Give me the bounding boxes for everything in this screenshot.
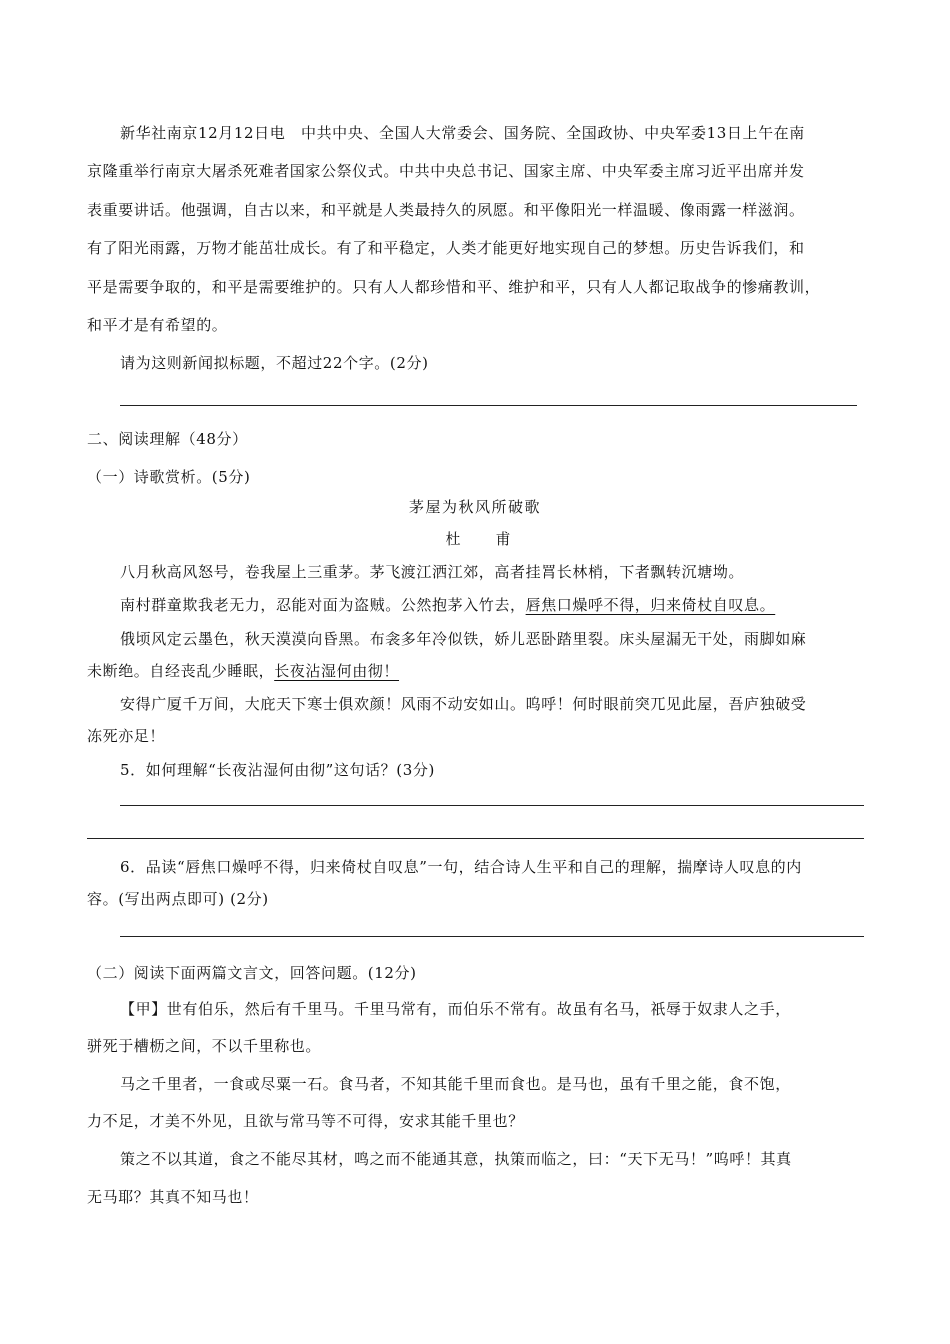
question-5: 5．如何理解“长夜沾湿何由彻”这句话？(3分) (120, 761, 435, 779)
news-line-4: 有了阳光雨露，万物才能茁壮成长。有了和平稳定，人类才能更好地实现自己的梦想。历史告诉我们，和 (87, 239, 805, 257)
answer-line-q5-2[interactable] (87, 838, 864, 839)
question-6-line-1: 6．品读“唇焦口燥呼不得，归来倚杖自叹息”一句，结合诗人生平和自己的理解，揣摩诗人叹息的内 (120, 858, 802, 876)
poem-section-heading: （一）诗歌赏析。(5分) (87, 468, 251, 486)
passage-jia-line-6: 无马耶？其真不知马也！ (87, 1188, 259, 1206)
poem-stanza-3-line-2 (87, 660, 399, 681)
passage-jia-line-4: 力不足，才美不外见，且欲与常马等不可得，安求其能千里也？ (87, 1112, 524, 1130)
poem-stanza-2-text: 南村群童欺我老无力，忍能对面为盗贼。公然抱茅入竹去， (120, 596, 526, 614)
poem-title: 茅屋为秋风所破歌 (408, 498, 541, 516)
poem-stanza-4-line-2: 冻死亦足！ (87, 727, 166, 745)
news-line-2: 京隆重举行南京大屠杀死难者国家公祭仪式。中共中央总书记、国家主席、中央军委主席习近平出席并发 (87, 162, 805, 180)
classical-section-heading: （二）阅读下面两篇文言文，回答问题。(12分) (87, 964, 417, 982)
poem-author: 杜 甫 (445, 530, 521, 548)
answer-line-news[interactable] (120, 405, 857, 406)
poem-stanza-3-text: 未断绝。自经丧乱少睡眠， (87, 662, 275, 680)
passage-jia-line-5: 策之不以其道，食之不能尽其材，鸣之而不能通其意，执策而临之，曰：“天下无马！”呜呼！其真 (120, 1150, 792, 1168)
section-heading: 二、阅读理解（48分） (87, 430, 248, 448)
passage-jia-line-3: 马之千里者，一食或尽粟一石。食马者，不知其能千里而食也。是马也，虽有千里之能，食不饱， (120, 1075, 791, 1093)
passage-jia-line-2: 骈死于槽枥之间，不以千里称也。 (87, 1037, 322, 1055)
poem-stanza-2 (120, 594, 775, 615)
question-6-line-2: 容。(写出两点即可) (2分) (87, 890, 269, 908)
news-line-3: 表重要讲话。他强调，自古以来，和平就是人类最持久的夙愿。和平像阳光一样温暖、像雨露一样滋润。 (87, 201, 805, 219)
underlined-verse-night: 长夜沾湿何由彻！ (274, 662, 400, 680)
passage-jia-line-1: 【甲】世有伯乐，然后有千里马。千里马常有，而伯乐不常有。故虽有名马，祇辱于奴隶人之手， (120, 1000, 791, 1018)
poem-stanza-3-line-1: 俄顷风定云墨色，秋天漠漠向昏黑。布衾多年冷似铁，娇儿恶卧踏里裂。床头屋漏无干处，雨脚如麻 (120, 630, 807, 648)
news-line-6: 和平才是有希望的。 (87, 316, 228, 334)
news-question: 请为这则新闻拟标题，不超过22个字。(2分) (120, 354, 429, 372)
news-line-1: 新华社南京12月12日电 中共中央、全国人大常委会、国务院、全国政协、中央军委13日上午在南 (120, 124, 805, 142)
underlined-verse-sigh: 唇焦口燥呼不得，归来倚杖自叹息。 (525, 596, 776, 614)
poem-stanza-1: 八月秋高风怒号，卷我屋上三重茅。茅飞渡江洒江郊，高者挂罥长林梢，下者飘转沉塘坳。 (120, 563, 745, 581)
answer-line-q5-1[interactable] (120, 805, 864, 806)
news-line-5: 平是需要争取的，和平是需要维护的。只有人人都珍惜和平、维护和平，只有人人都记取战争的惨痛教训， (87, 278, 821, 296)
answer-line-q6[interactable] (120, 936, 864, 937)
poem-stanza-4-line-1: 安得广厦千万间，大庇天下寒士俱欢颜！风雨不动安如山。呜呼！何时眼前突兀见此屋，吾庐独破受 (120, 695, 807, 713)
